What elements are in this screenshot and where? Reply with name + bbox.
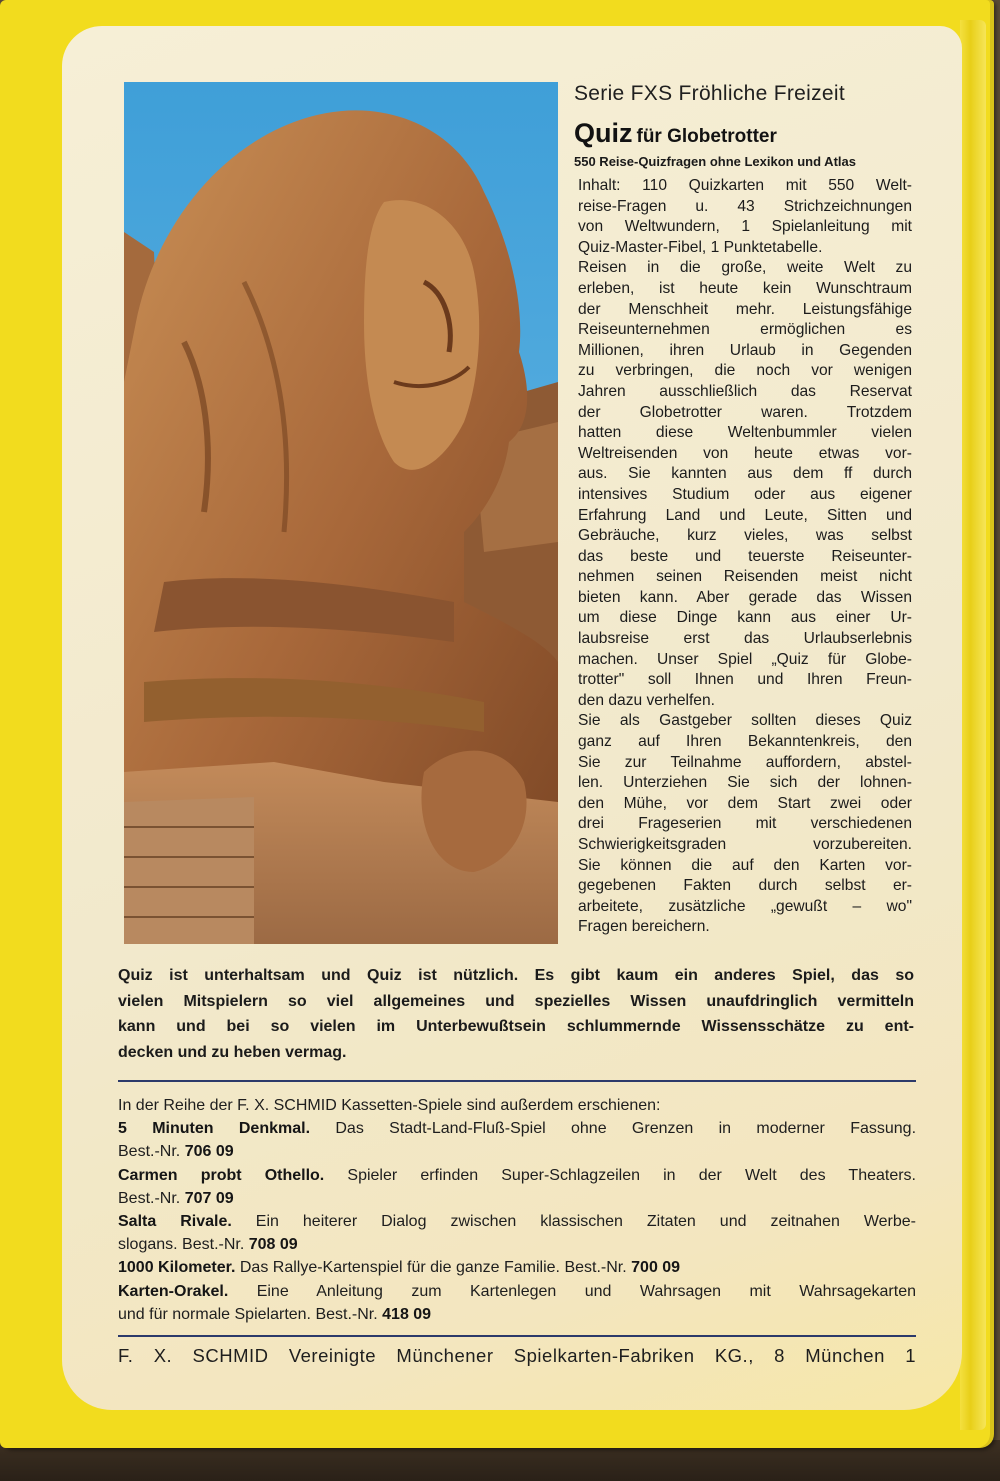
body-line: das beste und teuerste Reiseunter-	[578, 547, 912, 565]
body-line: Millionen, ihren Urlaub in Gegenden	[578, 341, 912, 359]
order-number: 418 09	[382, 1305, 432, 1323]
body-line: Jahren ausschließlich das Reservat	[578, 382, 912, 400]
body-line: Erfahrung Land und Leute, Sitten und	[578, 506, 912, 524]
body-line: bieten kann. Aber gerade das Wissen	[578, 588, 912, 606]
catalog-item	[118, 1164, 916, 1187]
title-rest: für Globetrotter	[636, 126, 777, 147]
item-desc-cont: slogans.	[118, 1236, 178, 1254]
subtitle: 550 Reise-Quizfragen ohne Lexikon und Atlas	[574, 154, 856, 169]
bold-summary	[118, 963, 914, 1065]
body-line: Sie zur Teilnahme auffordern, abstel-	[578, 753, 912, 771]
body-line: ganz auf Ihren Bekanntenkreis, den	[578, 733, 912, 751]
body-line: den Mühe, vor dem Start zwei oder	[578, 794, 912, 812]
body-line: intensives Studium oder aus eigener	[578, 485, 912, 503]
catalog-item	[118, 1280, 916, 1303]
bold-line: kann und bei so vielen im Unterbewußtsein schlummernde Wissensschätze zu ent-	[118, 1018, 914, 1035]
body-line: hatten diese Weltenbummler vielen	[578, 424, 912, 442]
body-line: nehmen seinen Reisenden meist nicht	[578, 568, 912, 586]
catalog-intro: In der Reihe der F. X. SCHMID Kassetten-Spiele sind außerdem erschienen:	[118, 1097, 661, 1114]
bold-line: decken und zu heben vermag.	[118, 1043, 347, 1061]
item-desc: Das Rallye-Kartenspiel für die ganze Familie.	[239, 1259, 560, 1277]
order-number: 708 09	[248, 1236, 298, 1254]
body-line: gegebenen Fakten durch selbst er-	[578, 877, 912, 895]
bold-line: vielen Mitspielern so viel allgemeines und spezielles Wissen unaufdringlich vermitteln	[118, 992, 914, 1010]
body-line: Schwierigkeitsgraden vorzubereiten.	[578, 836, 912, 853]
body-line: Reiseunternehmen ermöglichen es	[578, 321, 912, 339]
sphinx-photo	[124, 82, 558, 944]
item-name: 1000 Kilometer.	[118, 1259, 236, 1277]
catalog-item-order	[118, 1140, 916, 1163]
order-label: Best.-Nr.	[182, 1236, 245, 1254]
description-text	[578, 176, 912, 938]
series-label: Serie FXS Fröhliche Freizeit	[574, 82, 845, 105]
game-title	[574, 118, 914, 149]
body-line: Sie als Gastgeber sollten dieses Quiz	[578, 712, 912, 730]
item-desc: Das Stadt-Land-Fluß-Spiel ohne Grenzen in moderner Fassung.	[335, 1120, 917, 1138]
item-name: Salta Rivale.	[118, 1213, 232, 1231]
order-number: 707 09	[184, 1189, 234, 1207]
item-name: Carmen probt Othello.	[118, 1166, 325, 1184]
order-label: Best.-Nr.	[315, 1305, 378, 1323]
item-desc-cont: und für normale Spielarten.	[118, 1305, 311, 1323]
title-main: Quiz	[574, 118, 633, 148]
body-line: Fragen bereichern.	[578, 918, 710, 936]
body-line: arbeitete, zusätzliche „gewußt – wo"	[578, 897, 912, 915]
body-line: um diese Dinge kann aus einer Ur-	[578, 609, 912, 627]
catalog-item	[118, 1256, 916, 1279]
catalog-item-order	[118, 1233, 916, 1256]
publisher-footer: F. X. SCHMID Vereinigte Münchener Spielkarten-Fabriken KG., 8 München 1	[118, 1345, 916, 1366]
order-number: 700 09	[631, 1259, 681, 1277]
divider-top	[118, 1080, 916, 1082]
body-line: der Menschheit mehr. Leistungsfähige	[578, 300, 912, 318]
catalog-item	[118, 1117, 916, 1140]
item-name: 5 Minuten Denkmal.	[118, 1120, 311, 1138]
body-line: von Weltwundern, 1 Spielanleitung mit	[578, 218, 912, 236]
body-line: Gebräuche, kurz vieles, was selbst	[578, 527, 912, 545]
body-line: trotter" soll Ihnen und Ihren Freun-	[578, 671, 912, 689]
body-line: Inhalt: 110 Quizkarten mit 550 Welt-	[578, 177, 912, 194]
body-line: Weltreisenden von heute etwas vor-	[578, 444, 912, 462]
order-number: 706 09	[184, 1143, 234, 1161]
order-label: Best.-Nr.	[118, 1189, 181, 1207]
body-line: Quiz-Master-Fibel, 1 Punktetabelle.	[578, 238, 823, 256]
body-line: den dazu verhelfen.	[578, 691, 715, 709]
order-label: Best.-Nr.	[118, 1143, 181, 1161]
body-line: laubsreise erst das Urlaubserlebnis	[578, 630, 912, 648]
catalog-item	[118, 1210, 916, 1233]
body-line: drei Frageserien mit verschiedenen	[578, 815, 912, 833]
body-line: Reisen in die große, weite Welt zu	[578, 259, 912, 277]
body-line: der Globetrotter waren. Trotzdem	[578, 403, 912, 421]
item-desc: Ein heiterer Dialog zwischen klassischen Zitaten und zeitnahen Werbe-	[255, 1213, 917, 1231]
order-label: Best.-Nr.	[564, 1259, 627, 1277]
item-desc: Spieler erfinden Super-Schlagzeilen in der Welt des Theaters.	[347, 1166, 917, 1184]
catalog-item-order	[118, 1187, 916, 1210]
box-side-edge	[960, 20, 986, 1430]
catalog-list	[118, 1094, 916, 1326]
body-line: reise-Fragen u. 43 Strichzeichnungen	[578, 197, 912, 215]
divider-bottom	[118, 1335, 916, 1337]
body-line: erleben, ist heute kein Wunschtraum	[578, 279, 912, 297]
bold-line: Quiz ist unterhaltsam und Quiz ist nützlich. Es gibt kaum ein anderes Spiel, das so	[118, 967, 914, 984]
body-line: aus. Sie kannten aus dem ff durch	[578, 465, 912, 483]
body-line: zu verbringen, die noch vor wenigen	[578, 362, 912, 380]
body-line: Sie können die auf den Karten vor-	[578, 856, 912, 874]
body-line: len. Unterziehen Sie sich der lohnen-	[578, 774, 912, 792]
body-line: machen. Unser Spiel „Quiz für Globe-	[578, 650, 912, 668]
item-desc: Eine Anleitung zum Kartenlegen und Wahrsagen mit Wahrsagekarten	[256, 1282, 916, 1300]
item-name: Karten-Orakel.	[118, 1282, 229, 1300]
catalog-item-order	[118, 1303, 916, 1326]
